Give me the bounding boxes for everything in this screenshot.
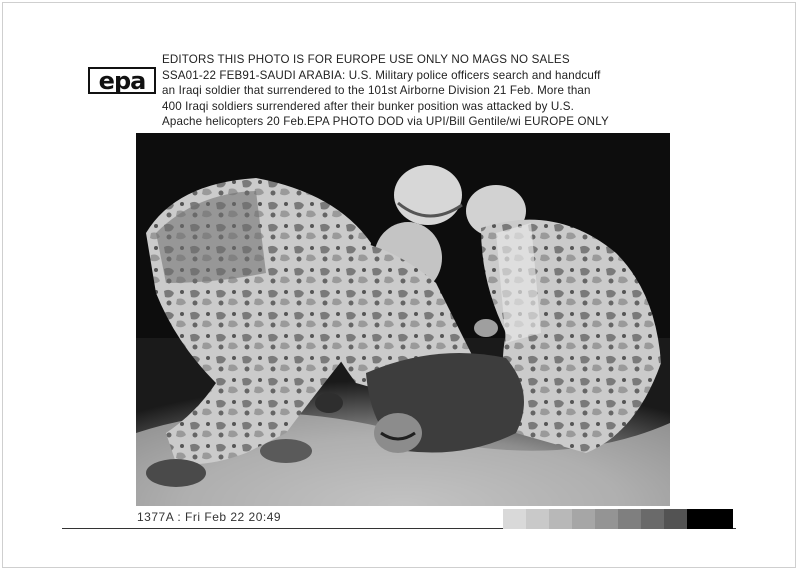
grayscale-patch — [618, 509, 641, 529]
grayscale-patch — [710, 509, 733, 529]
grayscale-patch — [549, 509, 572, 529]
caption-line: SSA01-22 FEB91-SAUDI ARABIA: U.S. Military police officers search and handcuff — [162, 68, 601, 82]
grayscale-patch — [503, 509, 526, 529]
transmission-stamp: 1377A : Fri Feb 22 20:49 — [137, 510, 282, 524]
grayscale-patch — [687, 509, 710, 529]
grayscale-patch — [526, 509, 549, 529]
caption-line: 400 Iraqi soldiers surrendered after their bunker position was attacked by U.S. — [162, 99, 575, 113]
grayscale-strip — [503, 509, 733, 529]
grayscale-patch — [664, 509, 687, 529]
news-photo — [136, 133, 670, 506]
caption-line: EDITORS THIS PHOTO IS FOR EUROPE USE ONLY NO MAGS NO SALES — [162, 53, 570, 66]
caption-line: Apache helicopters 20 Feb.EPA PHOTO DOD via UPI/Bill Gentile/wi EUROPE ONLY — [162, 115, 609, 129]
caption-line: an Iraqi soldier that surrendered to the 101st Airborne Division 21 Feb. More than — [162, 84, 591, 98]
grayscale-patch — [572, 509, 595, 529]
photo-illustration — [136, 133, 670, 506]
epa-logo: epa — [88, 67, 156, 94]
grayscale-patch — [595, 509, 618, 529]
photo-caption — [162, 52, 722, 130]
grayscale-patch — [641, 509, 664, 529]
